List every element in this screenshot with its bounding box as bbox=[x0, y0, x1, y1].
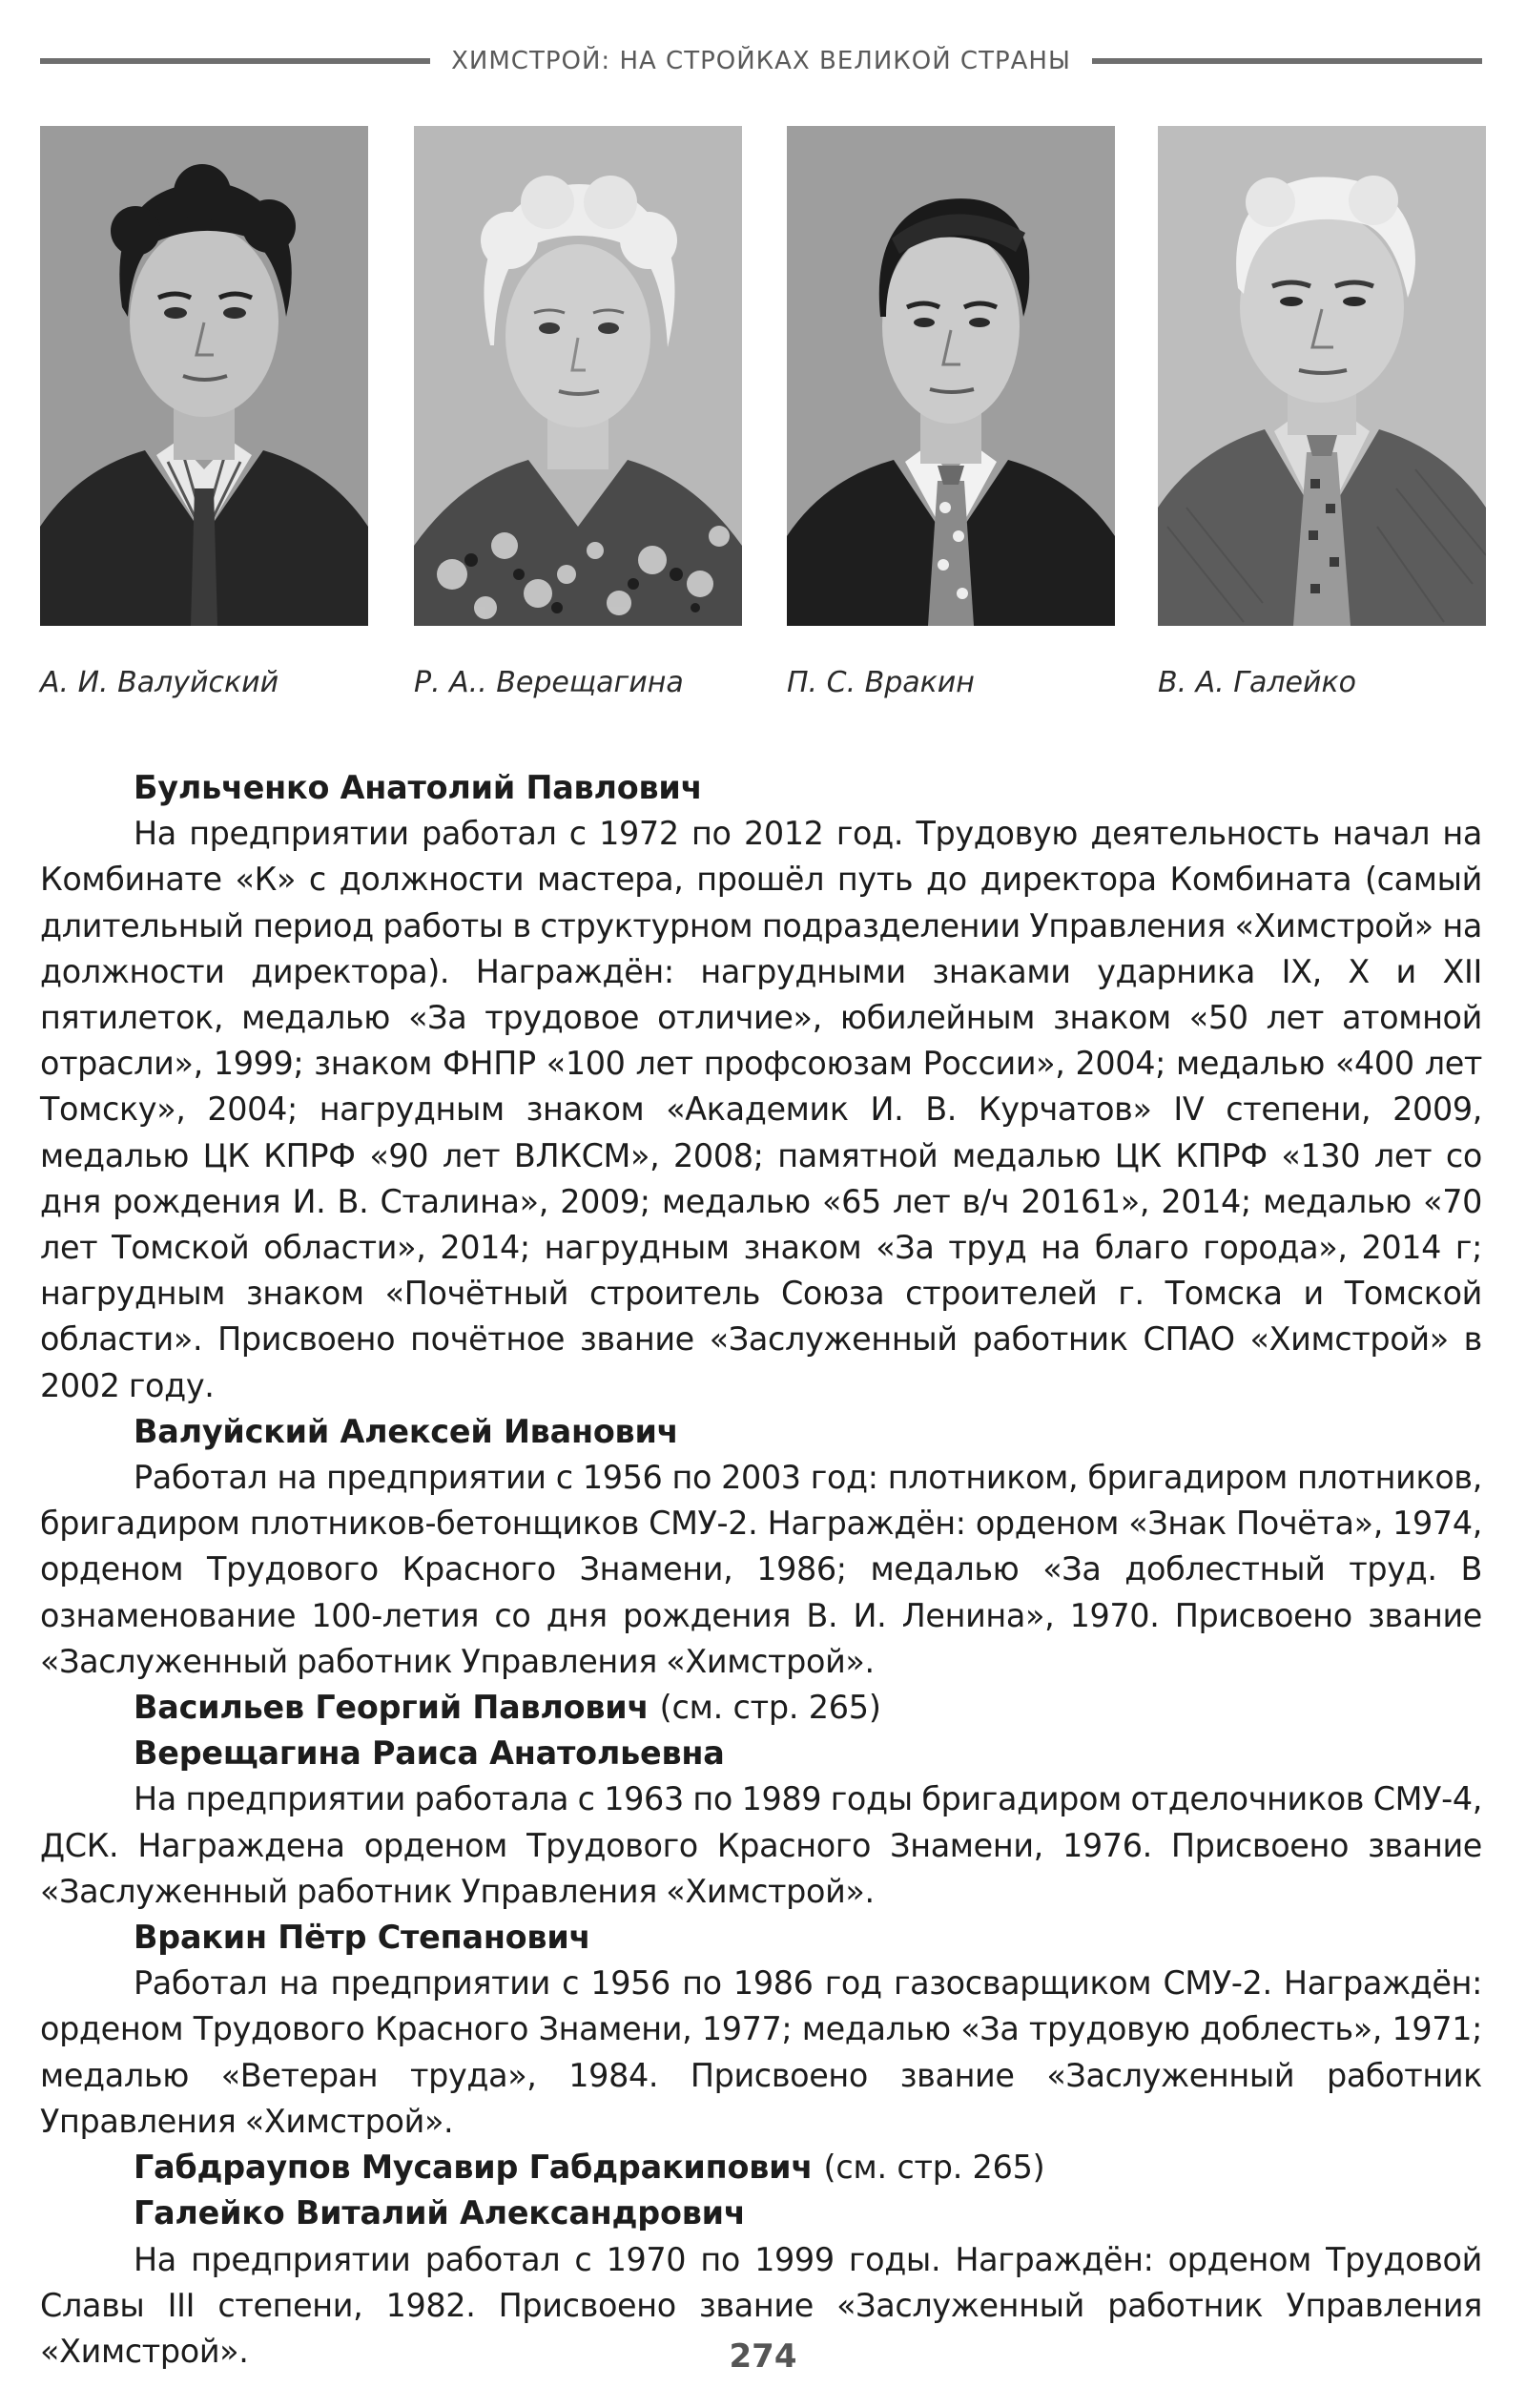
portrait-photo bbox=[40, 126, 368, 626]
page-number: 274 bbox=[729, 2337, 797, 2376]
photo-caption: П. С. Вракин bbox=[787, 666, 975, 699]
person-name: Васильев Георгий Павлович bbox=[134, 1689, 650, 1727]
portrait-image bbox=[40, 126, 368, 626]
portrait-photo bbox=[787, 126, 1115, 626]
running-title: ХИМСТРОЙ: НА СТРОЙКАХ ВЕЛИКОЙ СТРАНЫ bbox=[451, 47, 1071, 75]
page-cross-reference: (см. стр. 265) bbox=[823, 2149, 1045, 2187]
entry-text: На предприятии работал с 1970 по 1999 годы. Награждён: орденом Трудовой Славы III степени, 1982. Присвоено звание «Заслуженный работник Управления «Химстрой». bbox=[40, 2240, 1482, 2370]
entry-text: На предприятии работала с 1963 по 1989 годы бригадиром отделочников СМУ-4, ДСК. Награждена орденом Трудового Красного Знамени, 1976. Присвоено звание «Заслуженный работник Управления «Химстрой». bbox=[40, 1780, 1482, 1910]
person-name: Валуйский Алексей Иванович bbox=[134, 1412, 679, 1450]
person-name: Вракин Пётр Степанович bbox=[134, 1919, 591, 1957]
entry-text: Работал на предприятии с 1956 по 2003 год: плотником, бригадиром плотников, бригадиром плотников-бетонщиков СМУ-2. Награждён: орденом «Знак Почёта», 1974, орденом Трудового Красного Знамени, 1986; медалью «За доблестный труд. В ознаменование 100-летия со дня рождения В. И. Ленина», 1970. Присвоено звание «Заслуженный работник Управления «Химстрой». bbox=[40, 1459, 1482, 1680]
page-cross-reference: (см. стр. 265) bbox=[659, 1689, 881, 1727]
portrait-photo bbox=[1158, 126, 1486, 626]
header-rule-left bbox=[40, 58, 430, 64]
entry-name bbox=[40, 765, 1482, 811]
entry-name bbox=[40, 2145, 1482, 2190]
entry-text: Работал на предприятии с 1956 по 1986 год газосварщиком СМУ-2. Награждён: орденом Трудового Красного Знамени, 1977; медалью «За трудовую доблесть», 1971; медалью «Ветеран труда», 1984. Присвоено звание «Заслуженный работник Управления «Химстрой». bbox=[40, 1964, 1482, 2140]
entry-name bbox=[40, 2190, 1482, 2236]
person-name: Габдраупов Мусавир Габдракипович bbox=[134, 2149, 814, 2187]
photo-caption: Р. А.. Верещагина bbox=[414, 666, 684, 699]
photo-row bbox=[0, 126, 1526, 632]
entry-name bbox=[40, 1409, 1482, 1455]
entry-name bbox=[40, 1731, 1482, 1776]
portrait-image bbox=[787, 126, 1115, 626]
portrait-photo bbox=[414, 126, 742, 626]
header-rule-right bbox=[1092, 58, 1482, 64]
entry-name bbox=[40, 1915, 1482, 1961]
entry-name bbox=[40, 1685, 1482, 1731]
photo-caption: В. А. Галейко bbox=[1158, 666, 1356, 699]
entry-text: На предприятии работал с 1972 по 2012 год. Трудовую деятельность начал на Комбинате «К» с должности мастера, прошёл путь до директора Комбината (самый длительный период работы в структурном подразделении Управления «Химстрой» на должности директора). Награждён: нагрудными знаками ударника IX, X и XII пятилеток, медалью «За трудовое отличие», юбилейным знаком «50 лет атомной отрасли», 1999; знаком ФНПР «100 лет профсоюзам России», 2004; медалью «400 лет Томску», 2004; нагрудным знаком «Академик И. В. Курчатов» IV степени, 2009, медалью ЦК КПРФ «90 лет ВЛКСМ», 2008; памятной медалью ЦК КПРФ «130 лет со дня рождения И. В. Сталина», 2009; медалью «65 лет в/ч 20161», 2014; медалью «70 лет Томской области», 2014; нагрудным знаком «За труд на благо города», 2014 г; нагрудным знаком «Почётный строитель Союза строителей г. Томска и Томской области». Присвоено почётное звание «Заслуженный работник СПАО «Химстрой» в 2002 году. bbox=[40, 815, 1482, 1404]
photo-caption: А. И. Валуйский bbox=[40, 666, 279, 699]
person-name: Бульченко Анатолий Павлович bbox=[134, 769, 703, 806]
person-name: Верещагина Раиса Анатольевна bbox=[134, 1734, 725, 1773]
biography-list bbox=[40, 765, 1482, 2375]
portrait-image bbox=[1158, 126, 1486, 626]
portrait-image bbox=[414, 126, 742, 626]
running-header bbox=[40, 42, 1482, 80]
photo-captions bbox=[0, 666, 1526, 708]
person-name: Галейко Виталий Александрович bbox=[134, 2194, 746, 2232]
